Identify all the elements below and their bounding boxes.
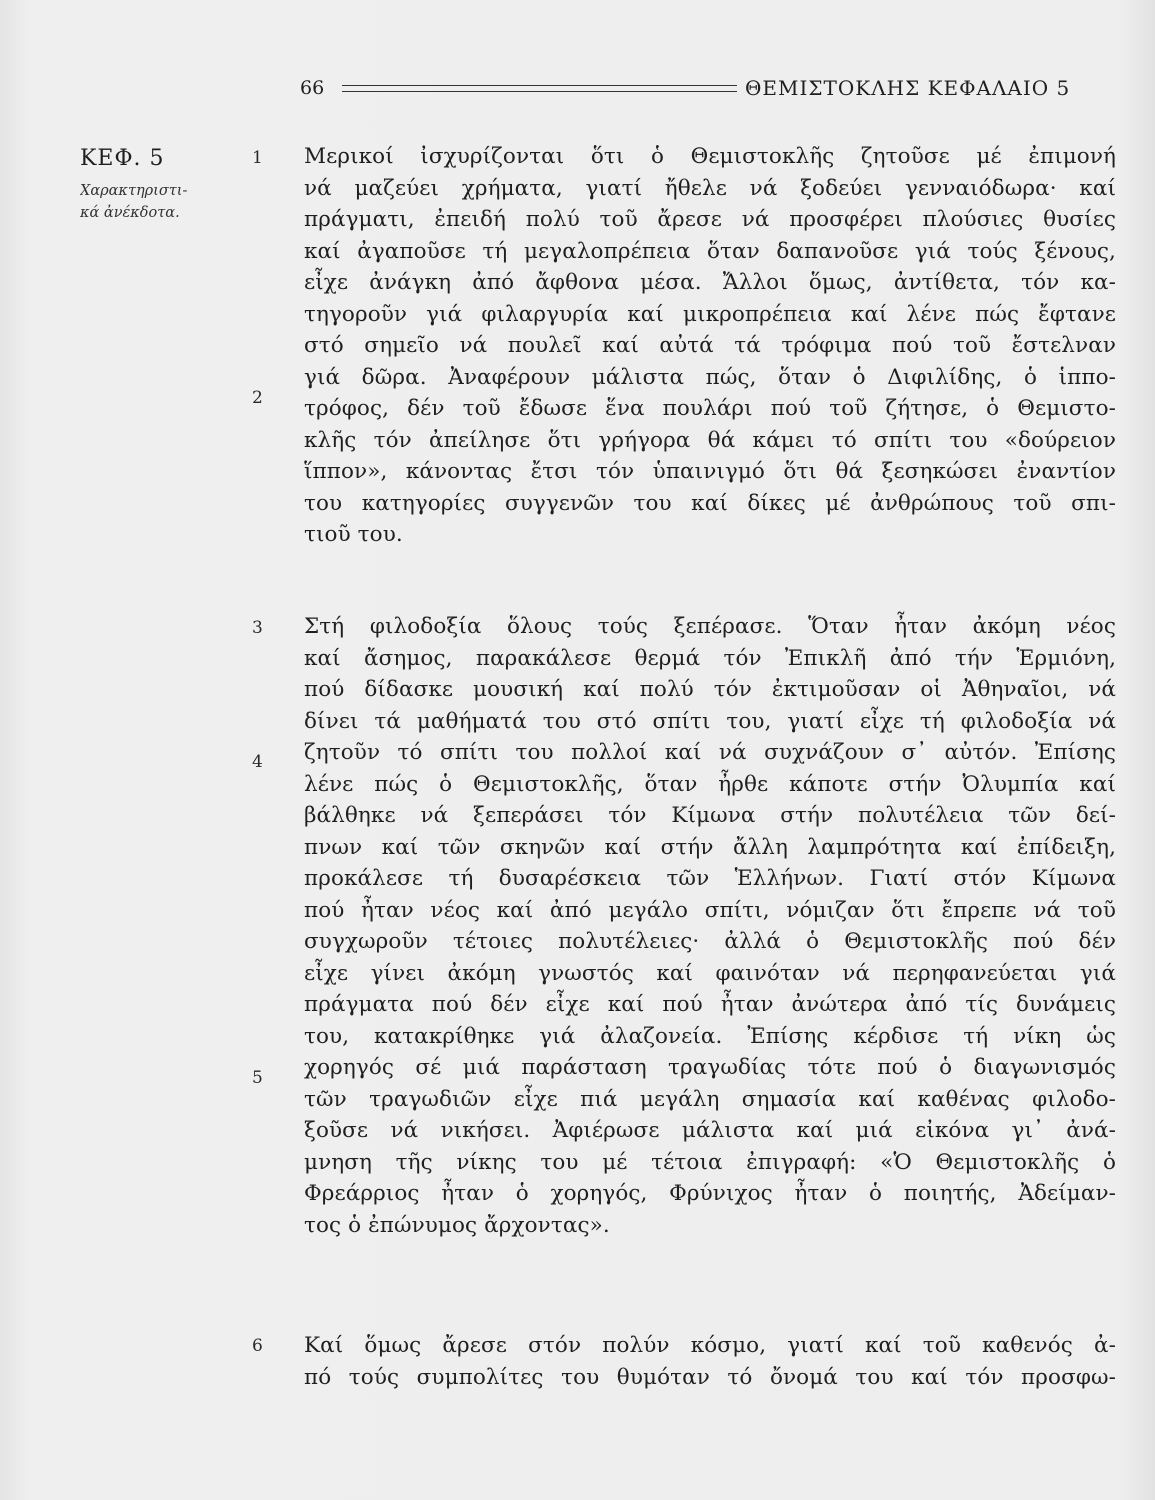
header-rule <box>342 85 737 92</box>
text-line: νά μαζεύει χρήματα, γιατί ἤθελε νά ξοδεύει γενναιόδωρα· καί <box>304 175 1116 201</box>
text-line: συγχωροῦν τέτοιες πολυτέλειες· ἀλλά ὁ Θεμιστοκλῆς πού δέν <box>304 929 1116 954</box>
text-line: εἶχε ἀνάγκη ἀπό ἄφθονα μέσα. Ἄλλοι ὅμως, ἀντίθετα, τόν κα- <box>304 270 1116 295</box>
text-line: τος ὁ ἐπώνυμος ἄρχοντας». <box>304 1212 610 1238</box>
text-line: λένε πώς ὁ Θεμιστοκλῆς, ὅταν ἦρθε κάποτε στήν Ὀλυμπία καί <box>304 771 1116 797</box>
text-line: Στή φιλοδοξία ὅλους τούς ξεπέρασε. Ὅταν ἦταν ἀκόμη νέος <box>304 614 1116 639</box>
text-line: πού ἦταν νέος καί ἀπό μεγάλο σπίτι, νόμιζαν ὅτι ἔπρεπε νά τοῦ <box>304 897 1116 923</box>
margin-note-line: κά ἀνέκδοτα. <box>80 205 180 221</box>
text-line: πού δίδασκε μουσική καί πολύ τόν ἐκτιμοῦσαν οἱ Ἀθηναῖοι, νά <box>304 677 1116 702</box>
text-line: του κατηγορίες συγγενῶν του καί δίκες μέ ἀνθρώπους τοῦ σπι- <box>304 490 1116 516</box>
text-line: τιοῦ του. <box>304 522 403 547</box>
text-line: πράγματα πού δέν εἶχε καί πού ἦταν ἀνώτερα ἀπό τίς δυνάμεις <box>304 992 1116 1017</box>
text-line: στό σημεῖο νά πουλεῖ καί αὐτά τά τρόφιμα πού τοῦ ἔστελναν <box>304 333 1116 358</box>
paragraph-number: 4 <box>252 752 263 772</box>
text-line: του, κατακρίθηκε γιά ἀλαζονεία. Ἐπίσης κέρδισε τή νίκη ὡς <box>304 1023 1116 1049</box>
text-line: πράγματι, ἐπειδή πολύ τοῦ ἄρεσε νά προσφέρει πλούσιες θυσίες <box>304 207 1116 232</box>
text-line: τρόφος, δέν τοῦ ἔδωσε ἕνα πουλάρι πού τοῦ ζήτησε, ὁ Θεμιστο- <box>304 396 1116 421</box>
text-line: χορηγός σέ μιά παράσταση τραγωδίας τότε πού ὁ διαγωνισμός <box>304 1055 1116 1080</box>
text-block-2 <box>304 611 1116 1241</box>
text-line: Μερικοί ἰσχυρίζονται ὅτι ὁ Θεμιστοκλῆς ζητοῦσε μέ ἐπιμονή <box>304 144 1116 169</box>
text-line: γιά δῶρα. Ἀναφέρουν μάλιστα πώς, ὅταν ὁ Διφιλίδης, ὁ ἱππο- <box>304 364 1116 390</box>
margin-note <box>80 180 250 224</box>
margin-note-line: Χαρακτηριστι- <box>80 183 188 199</box>
text-line: τῶν τραγωδιῶν εἶχε πιά μεγάλη σημασία καί καθένας φιλοδο- <box>304 1086 1116 1112</box>
text-line: ἵππον», κάνοντας ἔτσι τόν ὑπαινιγμό ὅτι θά ξεσηκώσει ἐναντίον <box>304 459 1116 484</box>
text-line: καί ἄσημος, παρακάλεσε θερμά τόν Ἐπικλῆ ἀπό τήν Ἑρμιόνη, <box>304 645 1116 671</box>
text-line: καί ἀγαποῦσε τή μεγαλοπρέπεια ὅταν δαπανοῦσε γιά τούς ξένους, <box>304 238 1116 264</box>
text-block-1 <box>304 141 1116 551</box>
page-number: 66 <box>300 77 325 99</box>
text-line: πνων καί τῶν σκηνῶν καί στήν ἄλλη λαμπρότητα καί ἐπίδειξη, <box>304 834 1116 860</box>
text-line: εἶχε γίνει ἀκόμη γνωστός καί φαινόταν νά περηφανεύεται γιά <box>304 960 1116 986</box>
chapter-label: ΚΕΦ. 5 <box>80 146 165 171</box>
running-head: ΘΕΜΙΣΤΟΚΛΗΣ ΚΕΦΑΛΑΙΟ 5 <box>745 76 1071 100</box>
text-line: βάλθηκε νά ξεπεράσει τόν Κίμωνα στήν πολυτέλεια τῶν δεί- <box>304 803 1116 828</box>
paragraph-number: 1 <box>252 148 263 168</box>
text-block-3 <box>304 1330 1116 1393</box>
paragraph-number: 5 <box>252 1068 263 1088</box>
text-line: προκάλεσε τή δυσαρέσκεια τῶν Ἑλλήνων. Γιατί στόν Κίμωνα <box>304 866 1116 891</box>
text-line: τηγοροῦν γιά φιλαργυρία καί μικροπρέπεια καί λένε πώς ἔφτανε <box>304 301 1116 327</box>
text-line: ξοῦσε νά νικήσει. Ἀφιέρωσε μάλιστα καί μιά εἰκόνα γι᾽ ἀνά- <box>304 1118 1116 1143</box>
text-line: μνηση τῆς νίκης του μέ τέτοια ἐπιγραφή: «Ὁ Θεμιστοκλῆς ὁ <box>304 1149 1116 1175</box>
text-line: Φρεάρριος ἦταν ὁ χορηγός, Φρύνιχος ἦταν ὁ ποιητής, Ἀδείμαν- <box>304 1181 1116 1206</box>
text-line: κλῆς τόν ἀπείλησε ὅτι γρήγορα θά κάμει τό σπίτι του «δούρειον <box>304 427 1116 453</box>
paragraph-number: 3 <box>252 618 263 638</box>
paragraph-number: 6 <box>252 1336 263 1356</box>
paragraph-number: 2 <box>252 388 263 408</box>
text-line: ζητοῦν τό σπίτι του πολλοί καί νά συχνάζουν σ᾽ αὐτόν. Ἐπίσης <box>304 740 1116 765</box>
text-line: Καί ὅμως ἄρεσε στόν πολύν κόσμο, γιατί καί τοῦ καθενός ἀ- <box>304 1333 1116 1358</box>
text-line: πό τούς συμπολίτες του θυμόταν τό ὄνομά του καί τόν προσφω- <box>304 1364 1116 1390</box>
page-header <box>300 76 1120 100</box>
text-line: δίνει τά μαθήματά του στό σπίτι του, γιατί εἶχε τή φιλοδοξία νά <box>304 708 1116 734</box>
